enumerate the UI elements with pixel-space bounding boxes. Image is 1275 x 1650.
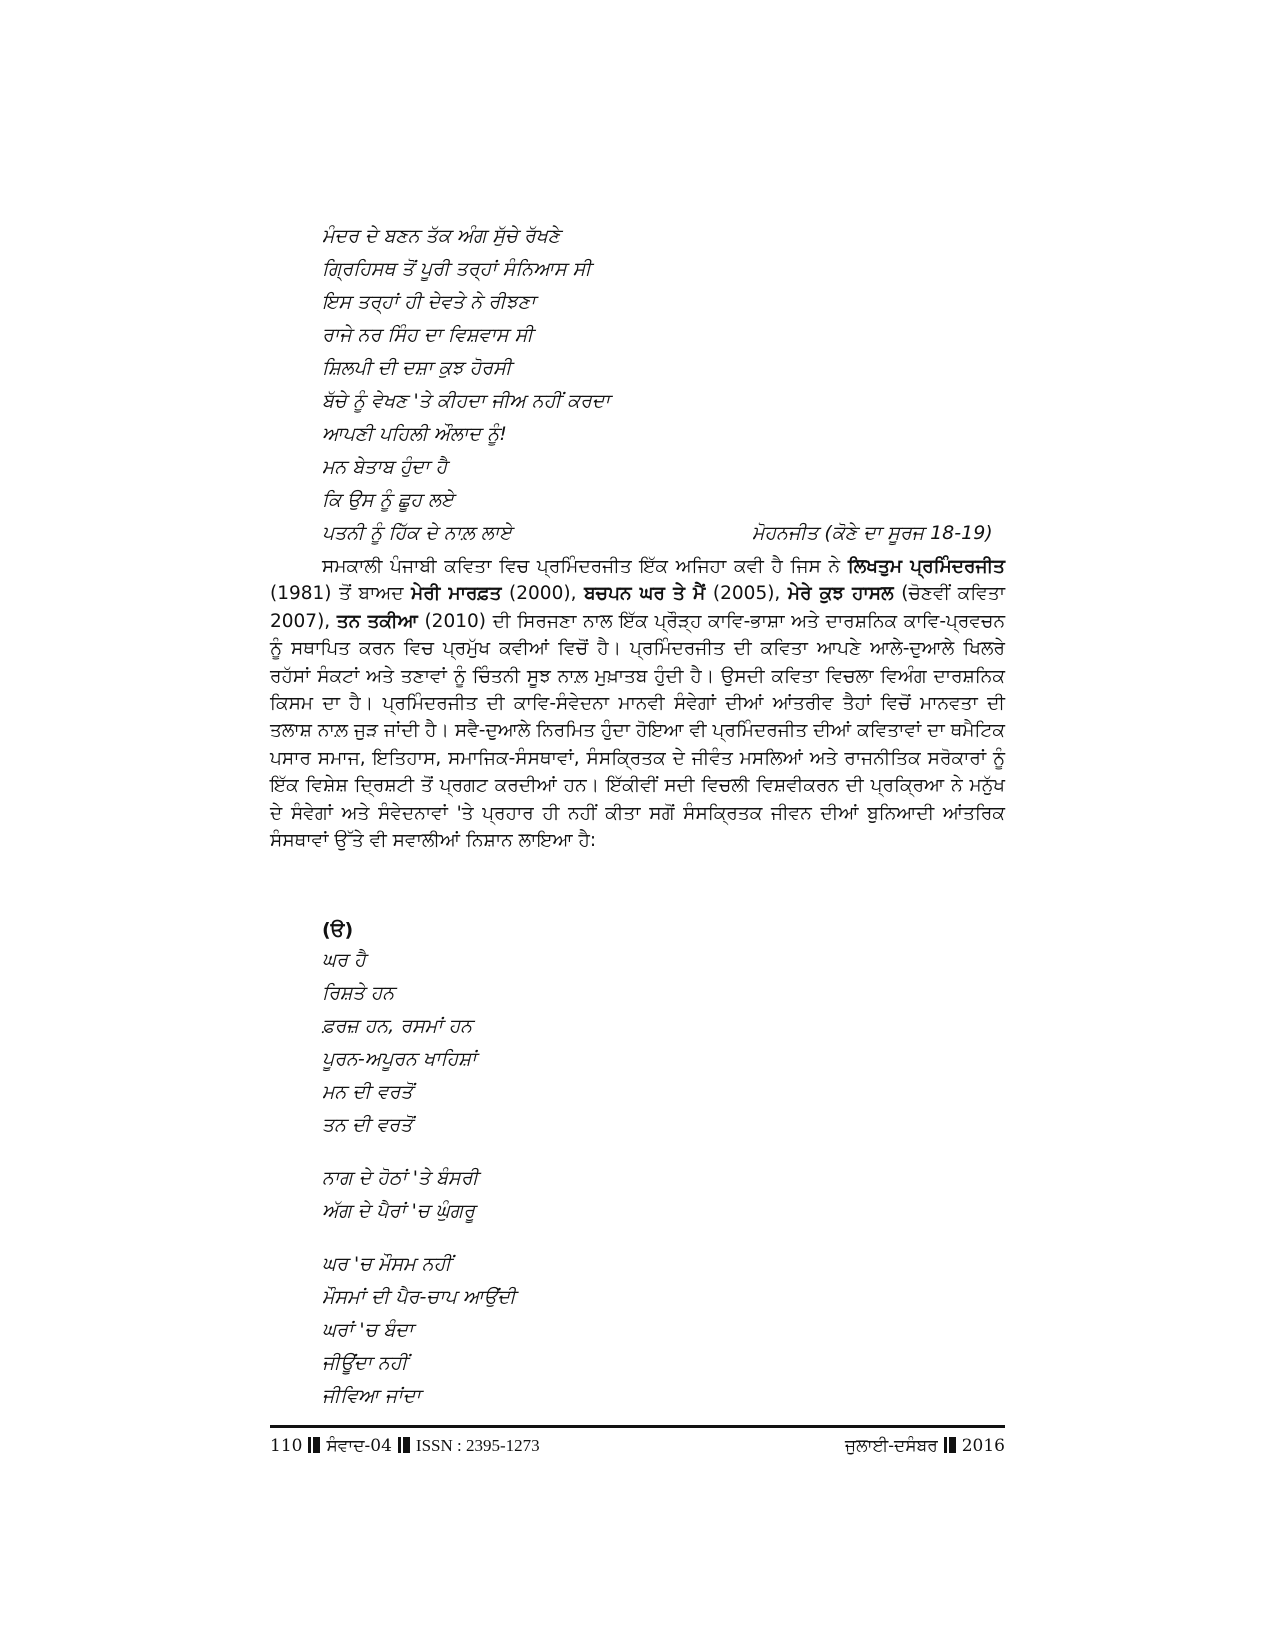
- poem-stanza: [322, 944, 922, 1142]
- poem-line: ਅੱਗ ਦੇ ਪੈਰਾਂ 'ਚ ਘੁੰਗਰੂ: [322, 1200, 475, 1222]
- poem-stanza: [322, 1248, 922, 1413]
- paragraph-text: (1981) ਤੋਂ ਬਾਅਦ: [270, 583, 412, 605]
- quoted-poem-parminderjit: [322, 916, 922, 1433]
- body-paragraph: [270, 553, 1005, 854]
- page-number: 110: [270, 1436, 303, 1456]
- paragraph-text: (2010) ਦੀ ਸਿਰਜਣਾ ਨਾਲ ਇੱਕ ਪ੍ਰੌੜ੍ਹ ਕਾਵਿ-ਭਾਸ਼ਾ ਅਤੇ ਦਾਰਸ਼ਨਿਕ ਕਾਵਿ-ਪ੍ਰਵਚਨ ਨੂੰ ਸਥਾਪਿਤ ਕਰਨ ਵਿਚ ਪ੍ਰਮੁੱਖ ਕਵੀਆਂ ਵਿਚੋਂ ਹੈ। ਪ੍ਰਮਿੰਦਰਜੀਤ ਦੀ ਕਵਿਤਾ ਆਪਣੇ ਆਲੇ-ਦੁਆਲੇ ਖਿਲਰੇ ਰਹੱਸਾਂ ਸੰਕਟਾਂ ਅਤੇ ਤਣਾਵਾਂ ਨੂੰ ਚਿੰਤਨੀ ਸੂਝ ਨਾਲ਼ ਮੁਖ਼ਾਤਬ ਹੁੰਦੀ ਹੈ। ਉਸਦੀ ਕਵਿਤਾ ਵਿਚਲਾ ਵਿਅੰਗ ਦਾਰਸ਼ਨਿਕ ਕਿਸਮ ਦਾ ਹੈ। ਪ੍ਰਮਿੰਦਰਜੀਤ ਦੀ ਕਾਵਿ-ਸੰਵੇਦਨਾ ਮਾਨਵੀ ਸੰਵੇਗਾਂ ਦੀਆਂ ਆਂਤਰੀਵ ਤੈਹਾਂ ਵਿਚੋਂ ਮਾਨਵਤਾ ਦੀ ਤਲਾਸ਼ ਨਾਲ਼ ਜੁੜ ਜਾਂਦੀ ਹੈ। ਸਵੈ-ਦੁਆਲੇ ਨਿਰਮਿਤ ਹੁੰਦਾ ਹੋਇਆ ਵੀ ਪ੍ਰਮਿੰਦਰਜੀਤ ਦੀਆਂ ਕਵਿਤਾਵਾਂ ਦਾ ਥਮੈਟਿਕ ਪਸਾਰ ਸਮਾਜ, ਇਤਿਹਾਸ, ਸਮਾਜਿਕ-ਸੰਸਥਾਵਾਂ, ਸੰਸਕ੍ਰਿਤਕ ਦੇ ਜੀਵੰਤ ਮਸਲਿਆਂ ਅਤੇ ਰਾਜਨੀਤਿਕ ਸਰੋਕਾਰਾਂ ਨੂੰ ਇੱਕ ਵਿਸ਼ੇਸ਼ ਦ੍ਰਿਸ਼ਟੀ ਤੋਂ ਪ੍ਰਗਟ ਕਰਦੀਆਂ ਹਨ। ਇੱਕੀਵੀਂ ਸਦੀ ਵਿਚਲੀ ਵਿਸ਼ਵੀਕਰਨ ਦੀ ਪ੍ਰਕ੍ਰਿਆ ਨੇ ਮਨੁੱਖ ਦੇ ਸੰਵੇਗਾਂ ਅਤੇ ਸੰਵੇਦਨਾਵਾਂ 'ਤੇ ਪ੍ਰਹਾਰ ਹੀ ਨਹੀਂ ਕੀਤਾ ਸਗੋਂ ਸੰਸਕ੍ਰਿਤਕ ਜੀਵਨ ਦੀਆਂ ਬੁਨਿਆਦੀ ਆਂਤਰਿਕ ਸੰਸਥਾਵਾਂ ਉੱਤੇ ਵੀ ਸਵਾਲੀਆਂ ਨਿਸ਼ਾਨ ਲਾਇਆ ਹੈ:: [270, 610, 1006, 852]
- poem-line: ਪਤਨੀ ਨੂੰ ਹਿੱਕ ਦੇ ਨਾਲ਼ ਲਾਏ: [322, 522, 512, 544]
- book-title: ਮੇਰੇ ਕੁਝ ਹਾਸਲ: [787, 583, 894, 605]
- separator-bars-icon: [944, 1437, 956, 1453]
- page-footer: [270, 1436, 1005, 1462]
- poem-line: ਰਾਜੇ ਨਰ ਸਿੰਹ ਦਾ ਵਿਸ਼ਵਾਸ ਸੀ: [322, 324, 533, 346]
- poem-attribution: ਮੋਹਨਜੀਤ (ਕੋਣੇ ਦਾ ਸੂਰਜ 18-19): [752, 522, 993, 544]
- poem-line: ਗ੍ਰਿਹਿਸਥ ਤੋਂ ਪੂਰੀ ਤਰ੍ਹਾਂ ਸੰਨਿਆਸ ਸੀ: [322, 258, 592, 280]
- poem-line: ਮੌਸਮਾਂ ਦੀ ਪੈਰ-ਚਾਪ ਆਉਂਦੀ: [322, 1286, 516, 1308]
- issn: ISSN : 2395-1273: [415, 1436, 540, 1455]
- poem-line: ਘਰ ਹੈ: [322, 949, 366, 971]
- issue-period: ਜੁਲਾਈ-ਦਸੰਬਰ: [845, 1436, 938, 1456]
- poem-line: ਸ਼ਿਲਪੀ ਦੀ ਦਸ਼ਾ ਕੁਝ ਹੋਰਸੀ: [322, 357, 512, 379]
- poem-line: ਜੀਊਂਦਾ ਨਹੀਂ: [322, 1352, 408, 1374]
- separator-bars-icon: [398, 1437, 410, 1453]
- book-title: ਤਨ ਤਕੀਆ: [336, 610, 418, 632]
- poem-line: ਮੰਦਰ ਦੇ ਬਣਨ ਤੱਕ ਅੰਗ ਸੁੱਚੇ ਰੱਖਣੇ: [322, 225, 561, 247]
- poem-stanza: [322, 1162, 922, 1228]
- paragraph-text: (2000),: [501, 583, 585, 605]
- book-title: ਮੇਰੀ ਮਾਰਫ਼ਤ: [411, 583, 502, 605]
- paragraph-text: (2005),: [705, 583, 788, 605]
- paragraph-text: (ਚੋਣਵੀਂ ਕਵਿਤਾ 2007),: [270, 583, 1005, 632]
- poem-line: ਘਰਾਂ 'ਚ ਬੰਦਾ: [322, 1319, 414, 1341]
- poem-line: ਤਨ ਦੀ ਵਰਤੋਂ: [322, 1114, 413, 1136]
- poem-line: ਪੂਰਨ-ਅਪੂਰਨ ਖਾਹਿਸ਼ਾਂ: [322, 1048, 477, 1070]
- separator-bars-icon: [308, 1437, 320, 1453]
- poem-line: ਨਾਗ ਦੇ ਹੋਠਾਂ 'ਤੇ ਬੰਸਰੀ: [322, 1167, 479, 1189]
- poem-line: ਬੱਚੇ ਨੂੰ ਵੇਖਣ 'ਤੇ ਕੀਹਦਾ ਜੀਅ ਨਹੀਂ ਕਰਦਾ: [322, 390, 610, 412]
- footer-left: [270, 1436, 540, 1456]
- quoted-poem-mohanjit: [322, 220, 1002, 550]
- poem-line: ਇਸ ਤਰ੍ਹਾਂ ਹੀ ਦੇਵਤੇ ਨੇ ਰੀਝਣਾ: [322, 291, 536, 313]
- issue-year: 2016: [961, 1436, 1005, 1456]
- poem-line: ਮਨ ਦੀ ਵਰਤੋਂ: [322, 1081, 413, 1103]
- paragraph-text: ਸਮਕਾਲੀ ਪੰਜਾਬੀ ਕਵਿਤਾ ਵਿਚ ਪ੍ਰਮਿੰਦਰਜੀਤ ਇੱਕ ਅਜਿਹਾ ਕਵੀ ਹੈ ਜਿਸ ਨੇ: [322, 556, 848, 577]
- footer-divider: [270, 1425, 1005, 1428]
- book-title: ਲਿਖਤੁਮ ਪ੍ਰਮਿੰਦਰਜੀਤ: [847, 556, 1006, 577]
- poem-line: ਰਿਸ਼ਤੇ ਹਨ: [322, 982, 395, 1004]
- poem-line: ਘਰ 'ਚ ਮੌਸਮ ਨਹੀਂ: [322, 1253, 451, 1275]
- footer-right: [845, 1436, 1005, 1456]
- poem-marker: (ੳ): [322, 919, 354, 941]
- book-title: ਬਚਪਨ ਘਰ ਤੇ ਮੈਂ: [584, 583, 706, 605]
- poem-line: ਜੀਵਿਆ ਜਾਂਦਾ: [322, 1385, 421, 1407]
- poem-last-line-row: [322, 517, 1002, 550]
- poem-line: ਮਨ ਬੇਤਾਬ ਹੁੰਦਾ ਹੈ: [322, 456, 448, 478]
- poem-line: ਕਿ ਉਸ ਨੂੰ ਛੂਹ ਲਏ: [322, 489, 454, 511]
- poem-line: ਆਪਣੀ ਪਹਿਲੀ ਔਲਾਦ ਨੂੰ!: [322, 423, 507, 445]
- journal-name: ਸੰਵਾਦ-04: [326, 1436, 392, 1456]
- poem-line: ਫ਼ਰਜ਼ ਹਨ, ਰਸਮਾਂ ਹਨ: [322, 1015, 473, 1037]
